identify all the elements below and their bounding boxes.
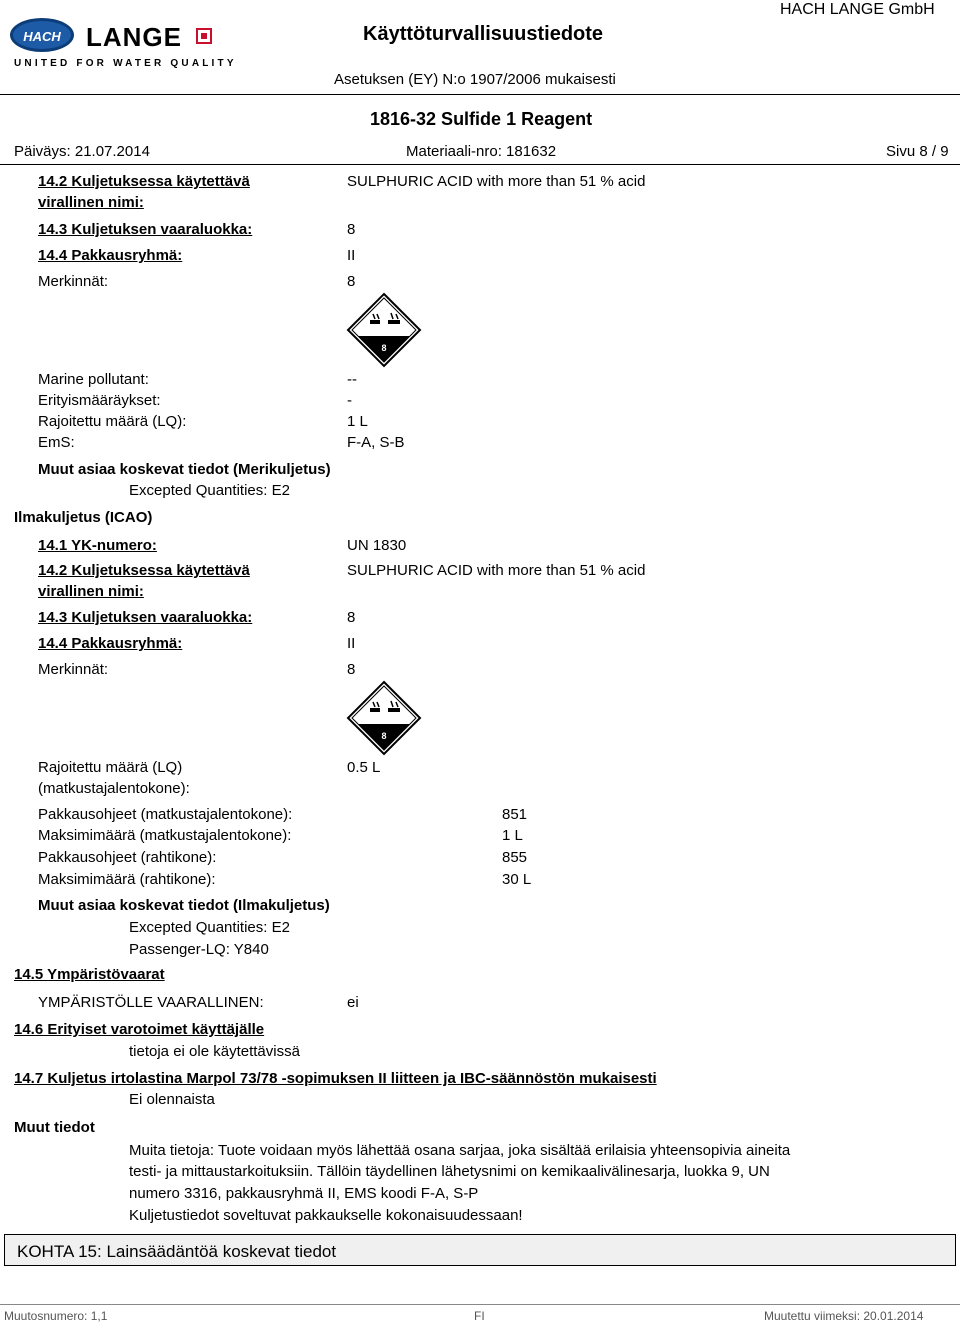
precautions-text: tietoja ei ole käytettävissä: [129, 1043, 300, 1060]
max-cargo-value: 30 L: [502, 871, 532, 888]
special-label: Erityismääräykset:: [38, 392, 161, 409]
max-cargo-label: Maksimimäärä (rahtikone):: [38, 871, 216, 888]
pi-cargo-label: Pakkausohjeet (rahtikone):: [38, 849, 217, 866]
air-shipping-name-label-2: virallinen nimi:: [38, 583, 144, 600]
regulation: Asetuksen (EY) N:o 1907/2006 mukaisesti: [334, 71, 616, 88]
max-pax-value: 1 L: [502, 827, 523, 844]
bulk-heading: 14.7 Kuljetus irtolastina Marpol 73/78 -sopimuksen II liitteen ja IBC-säännöstön mukaisesti: [14, 1070, 657, 1087]
air-heading: Ilmakuljetus (ICAO): [14, 509, 153, 526]
air-lq-label: Rajoitettu määrä (LQ): [38, 759, 183, 776]
date: Päiväys: 21.07.2014: [14, 143, 150, 160]
material-number: Materiaali-nro: 181632: [406, 143, 557, 160]
sea-packing-value: II: [347, 247, 356, 264]
max-pax-label: Maksimimäärä (matkustajalentokone):: [38, 827, 292, 844]
hach-logo: [10, 18, 74, 52]
sea-class-value: 8: [347, 221, 356, 238]
air-labels-value: 8: [347, 661, 356, 678]
lange-logo: LANGE: [86, 22, 182, 52]
other-info-line: Muita tietoja: Tuote voidaan myös lähettää osana sarjaa, joka sisältää erilaisia yhteensopivia aineita: [129, 1142, 791, 1159]
footer-divider: [0, 1304, 960, 1305]
sea-shipping-name-label-2: virallinen nimi:: [38, 194, 144, 211]
section-15-title: KOHTA 15: Lainsäädäntöä koskevat tiedot: [17, 1242, 337, 1261]
pictogram-class-number: 8: [381, 731, 387, 741]
air-labels-label: Merkinnät:: [38, 661, 109, 678]
page-number: Sivu 8 / 9: [886, 143, 949, 160]
air-un-label: 14.1 YK-numero:: [38, 537, 157, 554]
sea-other-line: Excepted Quantities: E2: [129, 482, 290, 499]
subheader-divider: [0, 164, 960, 165]
air-un-value: UN 1830: [347, 537, 407, 554]
footer-revision: Muutosnumero: 1,1: [4, 1309, 108, 1323]
product-name: 1816-32 Sulfide 1 Reagent: [370, 109, 593, 129]
air-class-value: 8: [347, 609, 356, 626]
sea-lq-value: 1 L: [347, 413, 368, 430]
footer-language: FI: [474, 1309, 485, 1323]
marine-label: Marine pollutant:: [38, 371, 149, 388]
section-15-banner: [4, 1234, 956, 1266]
special-value: -: [347, 392, 352, 409]
marine-value: --: [347, 371, 357, 388]
company-name: HACH LANGE GmbH: [780, 1, 935, 18]
sea-other-heading: Muut asiaa koskevat tiedot (Merikuljetus): [38, 461, 331, 478]
pi-cargo-value: 855: [502, 849, 528, 866]
air-shipping-name-value: SULPHURIC ACID with more than 51 % acid: [347, 562, 646, 579]
sea-lq-label: Rajoitettu määrä (LQ):: [38, 413, 187, 430]
env-heading: 14.5 Ympäristövaarat: [14, 966, 165, 983]
ems-label: EmS:: [38, 434, 75, 451]
other-info-heading: Muut tiedot: [14, 1119, 95, 1136]
footer-modified: Muutettu viimeksi: 20.01.2014: [764, 1309, 924, 1323]
bulk-text: Ei olennaista: [129, 1091, 215, 1108]
other-info-line: numero 3316, pakkausryhmä II, EMS koodi F-A, S-P: [129, 1185, 479, 1202]
hach-logo-text: HACH: [23, 29, 61, 44]
precautions-heading: 14.6 Erityiset varotoimet käyttäjälle: [14, 1021, 265, 1038]
pi-pax-value: 851: [502, 806, 528, 823]
sea-shipping-name-value: SULPHURIC ACID with more than 51 % acid: [347, 173, 646, 190]
air-lq-label-2: (matkustajalentokone):: [38, 780, 190, 797]
sea-shipping-name-label: 14.2 Kuljetuksessa käytettävä: [38, 173, 250, 190]
air-lq-value: 0.5 L: [347, 759, 381, 776]
air-class-label: 14.3 Kuljetuksen vaaraluokka:: [38, 609, 253, 626]
logo-mark-icon: [196, 28, 212, 44]
air-packing-value: II: [347, 635, 356, 652]
air-packing-label: 14.4 Pakkausryhmä:: [38, 635, 183, 652]
env-label: YMPÄRISTÖLLE VAARALLINEN:: [38, 994, 264, 1011]
pictogram-class-number: 8: [381, 343, 387, 353]
sea-labels-label: Merkinnät:: [38, 273, 109, 290]
pi-pax-label: Pakkausohjeet (matkustajalentokone):: [38, 806, 293, 823]
air-shipping-name-label: 14.2 Kuljetuksessa käytettävä: [38, 562, 250, 579]
sea-labels-value: 8: [347, 273, 356, 290]
tagline: UNITED FOR WATER QUALITY: [14, 58, 237, 69]
sea-packing-label: 14.4 Pakkausryhmä:: [38, 247, 183, 264]
air-other-line-1: Excepted Quantities: E2: [129, 919, 290, 936]
other-info-line: Kuljetustiedot soveltuvat pakkaukselle kokonaisuudessaan!: [129, 1207, 523, 1224]
corrosive-pictogram-icon: [346, 292, 422, 368]
header-divider: [0, 94, 960, 95]
other-info-line: testi- ja mittaustarkoituksiin. Tällöin täydellinen lähetysnimi on kemikaalivälinesarja, luokka 9, UN: [129, 1163, 770, 1180]
corrosive-pictogram-icon: [346, 680, 422, 756]
env-value: ei: [347, 994, 359, 1011]
air-other-heading: Muut asiaa koskevat tiedot (Ilmakuljetus): [38, 897, 330, 914]
ems-value: F-A, S-B: [347, 434, 405, 451]
sea-class-label: 14.3 Kuljetuksen vaaraluokka:: [38, 221, 253, 238]
air-other-line-2: Passenger-LQ: Y840: [129, 941, 269, 958]
document-title: Käyttöturvallisuustiedote: [363, 23, 604, 45]
